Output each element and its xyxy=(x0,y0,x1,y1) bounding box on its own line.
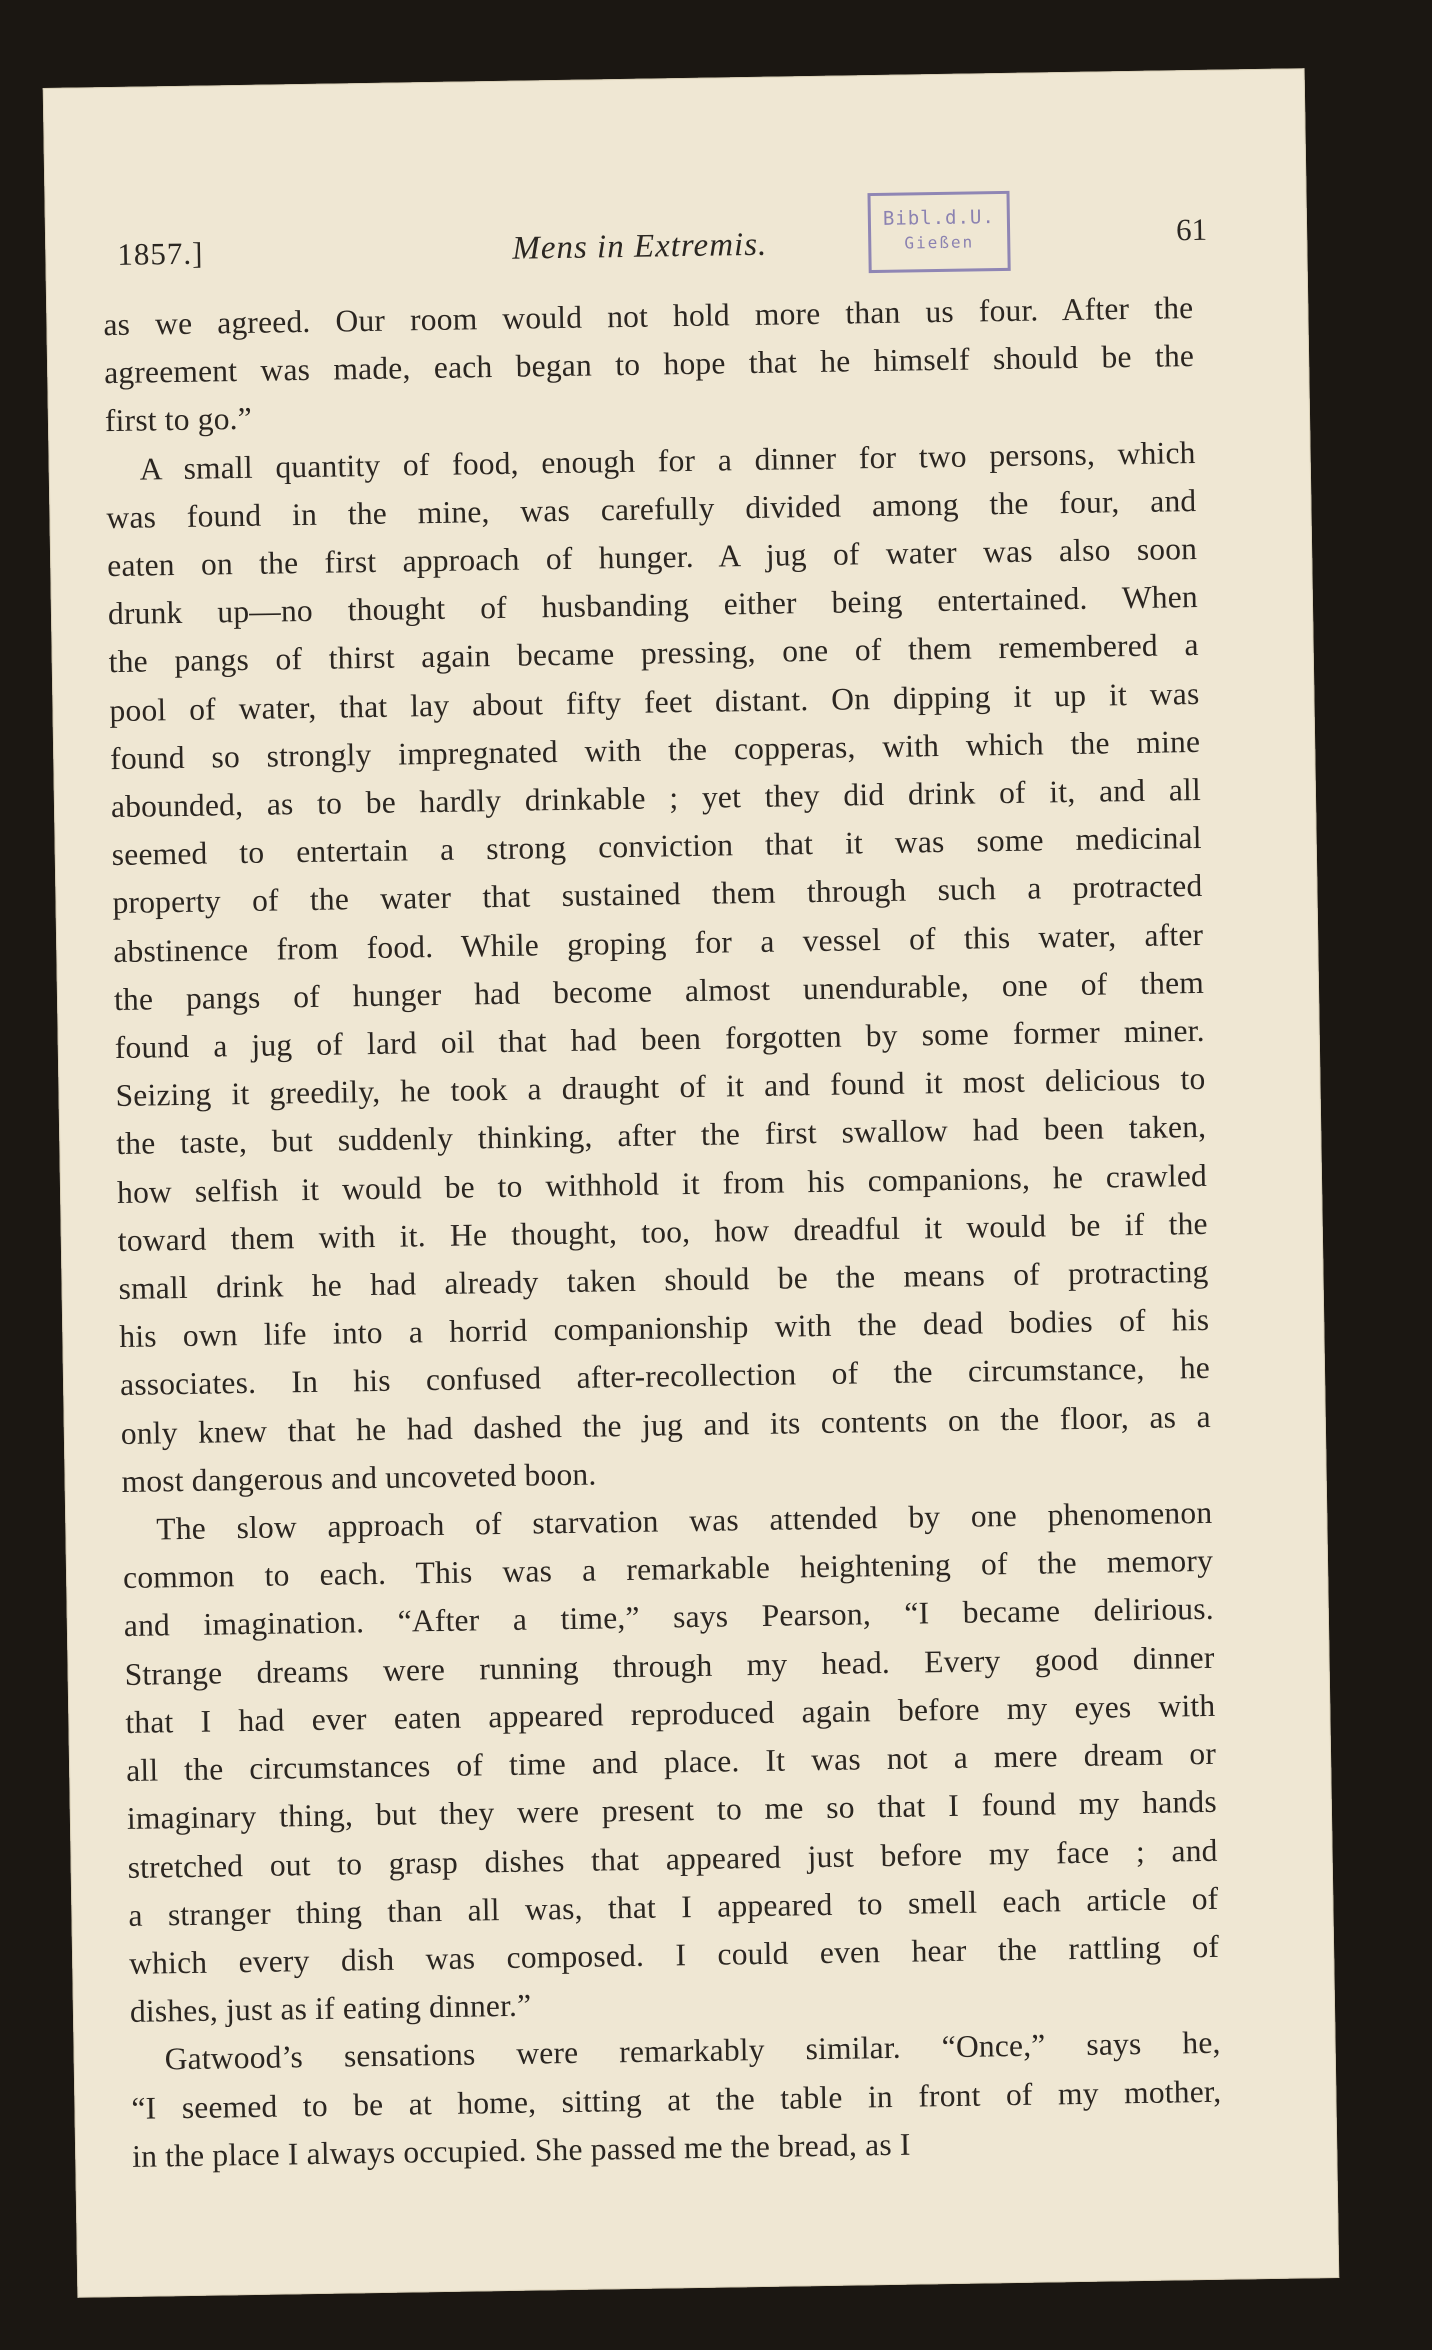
text-line: found so strongly impregnated with the copperas, with which the mine xyxy=(109,723,1201,776)
text-line: small drink he had already taken should be the means of protracting xyxy=(118,1253,1209,1307)
text-line: abstinence from food. While groping for a vessel of this water, after xyxy=(113,916,1204,969)
library-stamp-line-1: Bibl.d.U. xyxy=(882,206,996,230)
text-line: which every dish was composed. I could even hear the rattling of xyxy=(128,1928,1220,1981)
paragraph xyxy=(105,429,1212,1506)
running-header-year: 1857.] xyxy=(117,235,204,272)
text-line: was found in the mine, was carefully divided among the four, and xyxy=(106,482,1197,535)
text-line: imaginary thing, but they were present to me so that I found my hands xyxy=(126,1784,1218,1837)
text-line: “I seemed to be at home, sitting at the table in front of my mother, xyxy=(131,2073,1222,2126)
text-line: stretched out to grasp dishes that appeared just before my face ; and xyxy=(127,1832,1218,1885)
text-line: A small quantity of food, enough for a dinner for two persons, which xyxy=(139,434,1196,487)
text-line: agreement was made, each began to hope that he himself should be the xyxy=(103,338,1195,391)
text-line: found a jug of lard oil that had been forgotten by some former miner. xyxy=(114,1012,1205,1066)
text-line: Seizing it greedily, he took a draught of it and found it most delicious to xyxy=(115,1061,1206,1114)
library-stamp-line-2: Gießen xyxy=(904,232,975,253)
text-line: a stranger thing than all was, that I appeared to smell each article of xyxy=(128,1880,1219,1933)
page-number: 61 xyxy=(1175,211,1208,248)
text-line: most dangerous and uncoveted boon. xyxy=(121,1456,597,1499)
text-line: The slow approach of starvation was attended by one phenomenon xyxy=(156,1494,1213,1547)
text-line: first to go.” xyxy=(104,401,253,439)
body-text xyxy=(103,284,1222,2181)
text-line: only knew that he had dashed the jug and its contents on the floor, as a xyxy=(120,1398,1211,1451)
text-line: and imagination. “After a time,” says Pearson, “I became delirious. xyxy=(123,1591,1215,1644)
text-line: drunk up—no thought of husbanding either being entertained. When xyxy=(107,579,1199,632)
book-page xyxy=(43,68,1340,2298)
text-line: Gatwood’s sensations were remarkably similar. “Once,” says he, xyxy=(164,2025,1221,2077)
text-line: the taste, but suddenly thinking, after the first swallow had been taken, xyxy=(116,1109,1207,1162)
text-line: the pangs of thirst again became pressing, one of them remembered a xyxy=(108,627,1199,680)
library-stamp xyxy=(867,191,1010,273)
text-line: how selfish it would be to withhold it from his companions, he crawled xyxy=(116,1157,1208,1210)
running-header xyxy=(117,208,1208,295)
text-line: in the place I always occupied. She passed me the bread, as I xyxy=(131,2126,911,2174)
text-line: associates. In his confused after-recollection of the circumstance, he xyxy=(119,1350,1211,1403)
text-line: eaten on the first approach of hunger. A jug of water was also soon xyxy=(106,530,1198,584)
text-line: abounded, as to be hardly drinkable ; yet they did drink of it, and all xyxy=(110,771,1202,825)
text-line: seemed to entertain a strong conviction that it was some medicinal xyxy=(111,820,1202,873)
paragraph xyxy=(130,2019,1222,2181)
text-line: that I had ever eaten appeared reproduced again before my eyes with xyxy=(125,1687,1216,1740)
text-line: as we agreed. Our room would not hold more than us four. After the xyxy=(103,290,1194,343)
paragraph xyxy=(122,1489,1220,2036)
text-line: Strange dreams were running through my head. Every good dinner xyxy=(124,1639,1215,1692)
text-line: pool of water, that lay about fifty feet distant. On dipping it up it was xyxy=(109,675,1200,728)
text-line: property of the water that sustained them through such a protracted xyxy=(112,868,1203,921)
text-line: the pangs of hunger had become almost unendurable, one of them xyxy=(113,964,1205,1017)
text-line: dishes, just as if eating dinner.” xyxy=(129,1987,532,2030)
text-line: all the circumstances of time and place. It was not a mere dream or xyxy=(125,1735,1217,1789)
running-header-title: Mens in Extremis. xyxy=(512,226,768,267)
paragraph xyxy=(103,284,1195,446)
text-line: his own life into a horrid companionship with the dead bodies of his xyxy=(119,1302,1210,1355)
text-line: common to each. This was a remarkable heightening of the memory xyxy=(122,1543,1214,1596)
text-line: toward them with it. He thought, too, how dreadful it would be if the xyxy=(117,1205,1208,1258)
